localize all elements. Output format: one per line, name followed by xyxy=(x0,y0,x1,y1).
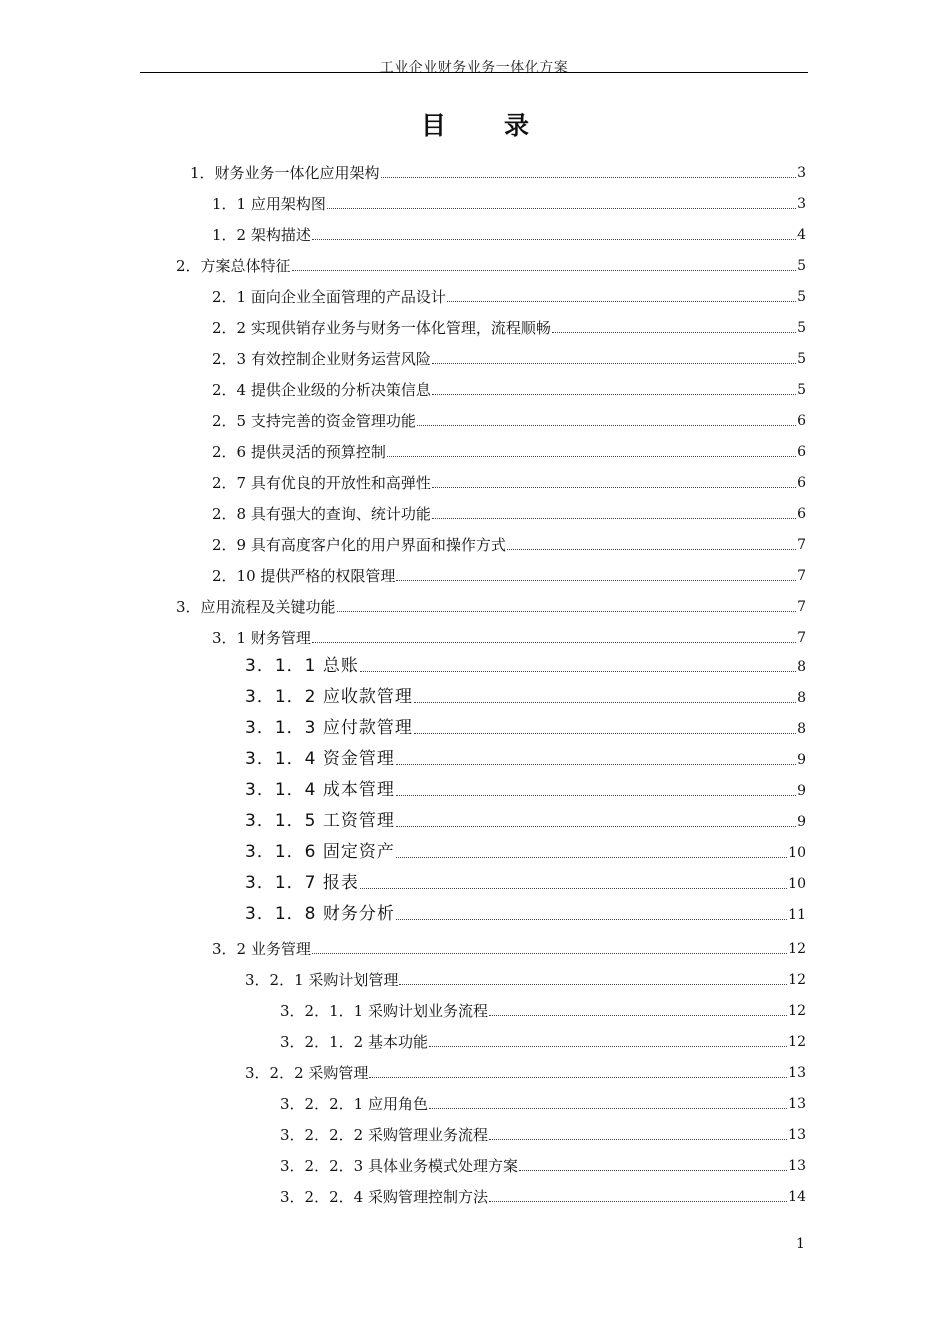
toc-entry-page-number: 12 xyxy=(788,941,806,957)
toc-entry-label: 3．2．1．2 基本功能 xyxy=(280,1033,428,1051)
toc-dot-leader xyxy=(519,1169,787,1171)
toc-entry-label: 2．7 具有优良的开放性和高弹性 xyxy=(212,474,431,492)
toc-entry-page-number: 9 xyxy=(797,752,806,768)
toc-entry-page-number: 12 xyxy=(788,1034,806,1050)
toc-entry-page-number: 13 xyxy=(788,1096,806,1112)
toc-entry-page-number: 11 xyxy=(788,907,806,923)
toc-dot-leader xyxy=(396,763,796,765)
toc-entry-page-number: 13 xyxy=(788,1158,806,1174)
toc-entry-label: 3．1 财务管理 xyxy=(212,629,311,647)
toc-dot-leader xyxy=(414,732,796,734)
toc-dot-leader xyxy=(327,207,796,209)
toc-entry-label: 3．1．3 应付款管理 xyxy=(245,718,413,738)
toc-entry-label: 3．1．4 成本管理 xyxy=(245,780,395,800)
toc-entry-label: 3．1．2 应收款管理 xyxy=(245,687,413,707)
toc-entry[interactable] xyxy=(212,406,806,430)
header-rule xyxy=(140,72,808,73)
toc-entry-label: 1．1 应用架构图 xyxy=(212,195,326,213)
toc-entry[interactable] xyxy=(212,282,806,306)
toc-entry-page-number: 5 xyxy=(797,382,806,398)
toc-entry[interactable] xyxy=(245,869,806,893)
toc-entry-label: 3．1．5 工资管理 xyxy=(245,811,395,831)
toc-dot-leader xyxy=(396,918,787,920)
toc-dot-leader xyxy=(507,548,796,550)
toc-entry-label: 1．2 架构描述 xyxy=(212,226,311,244)
toc-entry-page-number: 14 xyxy=(788,1189,806,1205)
toc-entry-label: 2．9 具有高度客户化的用户界面和操作方式 xyxy=(212,536,506,554)
toc-dot-leader xyxy=(399,983,787,985)
page-number: 1 xyxy=(796,1236,805,1252)
toc-entry-page-number: 5 xyxy=(797,320,806,336)
toc-entry-page-number: 7 xyxy=(797,537,806,553)
toc-entry-label: 2．1 面向企业全面管理的产品设计 xyxy=(212,288,446,306)
toc-dot-leader xyxy=(432,486,796,488)
toc-entry-label: 1．财务业务一体化应用架构 xyxy=(190,164,380,182)
toc-dot-leader xyxy=(429,1107,787,1109)
toc-entry[interactable] xyxy=(245,1058,806,1082)
running-header: 工业企业财务业务一体化方案 xyxy=(379,60,569,76)
toc-entry-page-number: 10 xyxy=(788,845,806,861)
toc-dot-leader xyxy=(489,1138,787,1140)
toc-entry-label: 3．应用流程及关键功能 xyxy=(176,598,336,616)
toc-entry-label: 2．6 提供灵活的预算控制 xyxy=(212,443,386,461)
toc-entry-page-number: 3 xyxy=(797,196,806,212)
toc-dot-leader xyxy=(417,424,796,426)
toc-entry-page-number: 7 xyxy=(797,599,806,615)
toc-entry[interactable] xyxy=(245,776,806,800)
toc-dot-leader xyxy=(552,331,796,333)
toc-entry[interactable] xyxy=(176,251,806,275)
toc-entry-page-number: 5 xyxy=(797,351,806,367)
toc-entry-label: 3．1．7 报表 xyxy=(245,873,359,893)
toc-dot-leader xyxy=(337,610,797,612)
toc-dot-leader xyxy=(396,794,796,796)
toc-entry-page-number: 12 xyxy=(788,972,806,988)
toc-entry-page-number: 13 xyxy=(788,1127,806,1143)
toc-entry-page-number: 9 xyxy=(797,814,806,830)
toc-entry[interactable] xyxy=(245,745,806,769)
toc-entry[interactable] xyxy=(245,652,806,676)
toc-dot-leader xyxy=(369,1076,787,1078)
toc-entry-page-number: 7 xyxy=(797,568,806,584)
toc-entry[interactable] xyxy=(212,344,806,368)
toc-entry-label: 3．1．1 总账 xyxy=(245,656,359,676)
toc-entry-page-number: 6 xyxy=(797,506,806,522)
toc-title: 目录 xyxy=(420,111,587,140)
toc-dot-leader xyxy=(396,579,796,581)
toc-dot-leader xyxy=(312,238,796,240)
toc-dot-leader xyxy=(414,701,796,703)
toc-entry[interactable] xyxy=(245,900,806,924)
toc-entry-label: 3．2 业务管理 xyxy=(212,940,311,958)
toc-entry-page-number: 5 xyxy=(797,289,806,305)
toc-entry[interactable] xyxy=(245,838,806,862)
toc-entry[interactable] xyxy=(280,1151,806,1175)
toc-entry-page-number: 8 xyxy=(797,659,806,675)
toc-entry[interactable] xyxy=(245,807,806,831)
toc-dot-leader xyxy=(432,517,796,519)
toc-entry[interactable] xyxy=(212,468,806,492)
toc-dot-leader xyxy=(447,300,796,302)
toc-dot-leader xyxy=(360,670,796,672)
toc-entry[interactable] xyxy=(280,1027,806,1051)
toc-entry-page-number: 6 xyxy=(797,475,806,491)
toc-entry-label: 3．2．2．3 具体业务模式处理方案 xyxy=(280,1157,518,1175)
toc-entry-page-number: 13 xyxy=(788,1065,806,1081)
toc-dot-leader xyxy=(312,952,787,954)
toc-entry[interactable] xyxy=(280,1089,806,1113)
toc-dot-leader xyxy=(381,176,797,178)
toc-entry[interactable] xyxy=(176,592,806,616)
toc-entry[interactable] xyxy=(212,189,806,213)
toc-dot-leader xyxy=(429,1045,787,1047)
toc-entry[interactable] xyxy=(245,965,806,989)
toc-entry[interactable] xyxy=(280,1120,806,1144)
toc-dot-leader xyxy=(396,856,787,858)
toc-entry-label: 3．2．1 采购计划管理 xyxy=(245,971,399,989)
toc-entry[interactable] xyxy=(280,996,806,1020)
toc-entry[interactable] xyxy=(245,683,806,707)
toc-dot-leader xyxy=(432,362,796,364)
toc-entry-page-number: 8 xyxy=(797,721,806,737)
toc-entry-label: 3．1．6 固定资产 xyxy=(245,842,395,862)
toc-entry[interactable] xyxy=(212,623,806,647)
toc-dot-leader xyxy=(292,269,797,271)
toc-entry[interactable] xyxy=(245,714,806,738)
toc-entry-label: 2．4 提供企业级的分析决策信息 xyxy=(212,381,431,399)
toc-dot-leader xyxy=(312,641,796,643)
toc-entry-page-number: 3 xyxy=(797,165,806,181)
toc-entry-page-number: 8 xyxy=(797,690,806,706)
toc-entry-page-number: 6 xyxy=(797,413,806,429)
toc-entry-page-number: 5 xyxy=(797,258,806,274)
toc-entry-label: 3．2．1．1 采购计划业务流程 xyxy=(280,1002,488,1020)
toc-entry-page-number: 12 xyxy=(788,1003,806,1019)
toc-entry[interactable] xyxy=(212,934,806,958)
toc-entry[interactable] xyxy=(212,530,806,554)
toc-entry-label: 2．方案总体特征 xyxy=(176,257,291,275)
toc-entry-label: 2．8 具有强大的查询、统计功能 xyxy=(212,505,431,523)
toc-entry[interactable] xyxy=(212,375,806,399)
toc-dot-leader xyxy=(360,887,787,889)
toc-entry-label: 3．2．2．1 应用角色 xyxy=(280,1095,428,1113)
toc-entry-label: 3．1．4 资金管理 xyxy=(245,749,395,769)
toc-entry[interactable] xyxy=(212,561,806,585)
toc-entry-page-number: 7 xyxy=(797,630,806,646)
toc-entry-label: 3．2．2．4 采购管理控制方法 xyxy=(280,1188,488,1206)
toc-entry-label: 2．10 提供严格的权限管理 xyxy=(212,567,396,585)
toc-entry-label: 3．2．2 采购管理 xyxy=(245,1064,369,1082)
toc-entry[interactable] xyxy=(212,499,806,523)
toc-dot-leader xyxy=(432,393,796,395)
toc-dot-leader xyxy=(489,1014,787,1016)
toc-dot-leader xyxy=(489,1200,787,1202)
toc-entry-label: 2．3 有效控制企业财务运营风险 xyxy=(212,350,431,368)
toc-entry-page-number: 4 xyxy=(797,227,806,243)
toc-entry-label: 2．5 支持完善的资金管理功能 xyxy=(212,412,416,430)
toc-entry[interactable] xyxy=(190,158,806,182)
toc-entry-label: 3．1．8 财务分析 xyxy=(245,904,395,924)
toc-entry-page-number: 9 xyxy=(797,783,806,799)
toc-entry[interactable] xyxy=(212,437,806,461)
toc-entry-label: 2．2 实现供销存业务与财务一体化管理，流程顺畅 xyxy=(212,319,551,337)
toc-entry-label: 3．2．2．2 采购管理业务流程 xyxy=(280,1126,488,1144)
toc-entry[interactable] xyxy=(212,220,806,244)
toc-entry-page-number: 6 xyxy=(797,444,806,460)
toc-dot-leader xyxy=(396,825,796,827)
toc-entry[interactable] xyxy=(280,1182,806,1206)
toc-entry[interactable] xyxy=(212,313,806,337)
toc-dot-leader xyxy=(387,455,796,457)
toc-entry-page-number: 10 xyxy=(788,876,806,892)
